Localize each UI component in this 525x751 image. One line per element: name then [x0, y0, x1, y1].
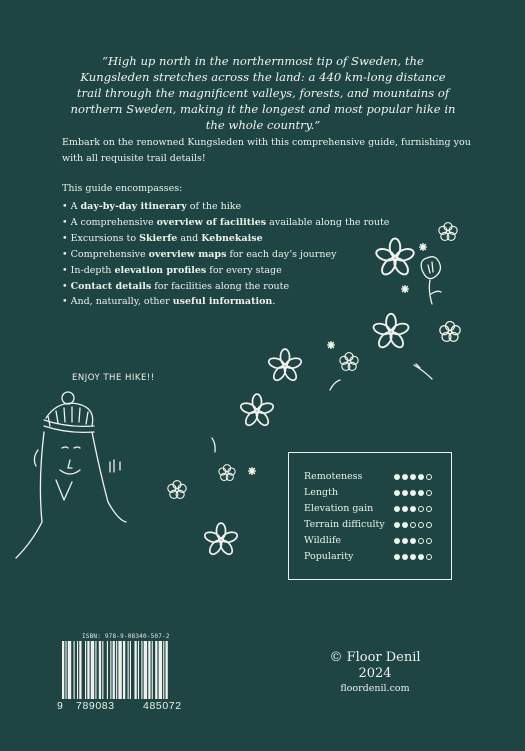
barcode-digits-left: 789083 — [76, 700, 115, 712]
tulip-icon — [421, 257, 441, 304]
sprig-icon — [330, 380, 340, 390]
rating-dot-filled — [410, 506, 416, 512]
rating-dot-filled — [402, 490, 408, 496]
barcode-bar — [138, 641, 139, 699]
rating-dot-filled — [394, 506, 400, 512]
rating-dot-filled — [394, 538, 400, 544]
rating-dot-empty — [418, 522, 424, 528]
barcode-bar — [155, 641, 157, 699]
rating-terrain-difficulty — [304, 518, 444, 532]
barcode-bar — [102, 641, 103, 699]
barcode-bar — [91, 641, 94, 699]
barcode-bar — [110, 641, 111, 699]
rating-dot-filled — [418, 490, 424, 496]
rating-popularity — [304, 550, 444, 564]
rating-label: Elevation gain — [304, 503, 374, 514]
flower-icon — [168, 481, 186, 499]
rating-dot-filled — [402, 522, 408, 528]
rating-length — [304, 486, 444, 500]
features-title: This guide encompasses: — [62, 183, 183, 194]
barcode-bars — [62, 641, 200, 699]
flower-icon — [440, 322, 460, 342]
rating-dot-filled — [418, 474, 424, 480]
sprig-icon — [212, 438, 215, 452]
list-item: • A comprehensive overview of facilities available along the route — [62, 215, 389, 231]
author-copyright: © Floor Denil — [329, 650, 421, 665]
rating-dot-empty — [426, 522, 432, 528]
rating-dot-empty — [410, 522, 416, 528]
barcode-bar — [113, 641, 115, 699]
enjoy-the-hike-text: ENJOY THE HIKE!! — [72, 373, 155, 383]
rating-dot-filled — [394, 490, 400, 496]
barcode-bar — [163, 641, 164, 699]
cover-quote: “High up north in the northernmost tip of Sweden, the Kungsleden stretches across the land: a 440 km-long distance trail through the magnificent valleys, forests, and mountains of northern Sweden, making it the longest and most popular hike in the whole country.” — [70, 54, 456, 132]
rating-dot-filled — [402, 554, 408, 560]
list-item: • And, naturally, other useful information. — [62, 294, 389, 310]
barcode-bar — [134, 641, 136, 699]
flower-icon — [375, 239, 415, 277]
author-website: floordenil.com — [340, 683, 410, 694]
barcode-bar — [68, 641, 71, 699]
rating-dot-filled — [410, 538, 416, 544]
rating-dot-filled — [402, 538, 408, 544]
rating-label: Wildlife — [304, 535, 341, 546]
rating-remoteness — [304, 470, 444, 484]
rating-label: Popularity — [304, 551, 354, 562]
barcode-bar — [99, 641, 101, 699]
rating-dot-empty — [418, 538, 424, 544]
barcode-bar — [79, 641, 81, 699]
star-icon — [420, 244, 426, 250]
barcode-bar — [116, 641, 117, 699]
barcode-bar — [166, 641, 168, 699]
flower-icon — [340, 353, 358, 371]
rating-dot-filled — [402, 506, 408, 512]
list-item: • Excursions to Skierfe and Kebnekaise — [62, 231, 389, 247]
flower-icon — [439, 223, 457, 241]
barcode-digits-right: 485072 — [143, 700, 182, 712]
rating-dot-filled — [418, 554, 424, 560]
barcode-bar — [148, 641, 150, 699]
isbn-label: ISBN: 978-9-08340-507-2 — [82, 633, 170, 640]
barcode-bar — [65, 641, 66, 699]
barcode-bar — [107, 641, 108, 699]
barcode-bar — [95, 641, 96, 699]
barcode-digit-first: 9 — [57, 700, 63, 712]
trail-ratings-box — [288, 452, 452, 580]
star-icon — [402, 286, 408, 292]
flower-icon — [268, 349, 303, 382]
barcode-bar — [141, 641, 142, 699]
barcode-bar — [77, 641, 78, 699]
list-item: • Contact details for facilities along the route — [62, 279, 389, 295]
star-icon — [249, 468, 255, 474]
barcode-bar — [128, 641, 129, 699]
rating-dot-empty — [426, 538, 432, 544]
barcode-bar — [130, 641, 131, 699]
rating-dot-empty — [418, 506, 424, 512]
barcode-bar — [144, 641, 147, 699]
barcode-bar — [159, 641, 162, 699]
rating-dot-filled — [410, 490, 416, 496]
barcode-bar — [62, 641, 64, 699]
intro-text: Embark on the renowned Kungsleden with this comprehensive guide, furnishing you with all requisite trail details! — [62, 137, 471, 164]
barcode-bar — [87, 641, 89, 699]
rating-dot-filled — [394, 522, 400, 528]
publication-year: 2024 — [358, 666, 392, 681]
star-icon — [328, 342, 334, 348]
hiker-drawing — [16, 392, 126, 558]
rating-dot-empty — [426, 474, 432, 480]
sprig-icon — [414, 364, 432, 379]
barcode-bar — [152, 641, 153, 699]
rating-dot-empty — [426, 554, 432, 560]
barcode-bar — [123, 641, 125, 699]
list-item: • Comprehensive overview maps for each day’s journey — [62, 247, 389, 263]
barcode-bar — [85, 641, 86, 699]
flower-icon — [372, 314, 410, 350]
rating-dot-empty — [426, 506, 432, 512]
flower-icon — [240, 394, 275, 427]
rating-dot-filled — [394, 554, 400, 560]
rating-label: Length — [304, 487, 339, 498]
rating-dot-filled — [394, 474, 400, 480]
rating-label: Remoteness — [304, 471, 363, 482]
flower-icon — [219, 465, 235, 481]
barcode-bar — [118, 641, 121, 699]
rating-dot-filled — [410, 554, 416, 560]
rating-dot-filled — [402, 474, 408, 480]
rating-dot-empty — [426, 490, 432, 496]
credits — [310, 650, 440, 696]
barcode-bar — [74, 641, 75, 699]
rating-label: Terrain difficulty — [304, 519, 385, 530]
flower-icon — [204, 523, 239, 556]
list-item: • A day-by-day itinerary of the hike — [62, 199, 389, 215]
list-item: • In-depth elevation profiles for every stage — [62, 263, 389, 279]
rating-dot-filled — [410, 474, 416, 480]
rating-wildlife — [304, 534, 444, 548]
rating-elevation-gain — [304, 502, 444, 516]
